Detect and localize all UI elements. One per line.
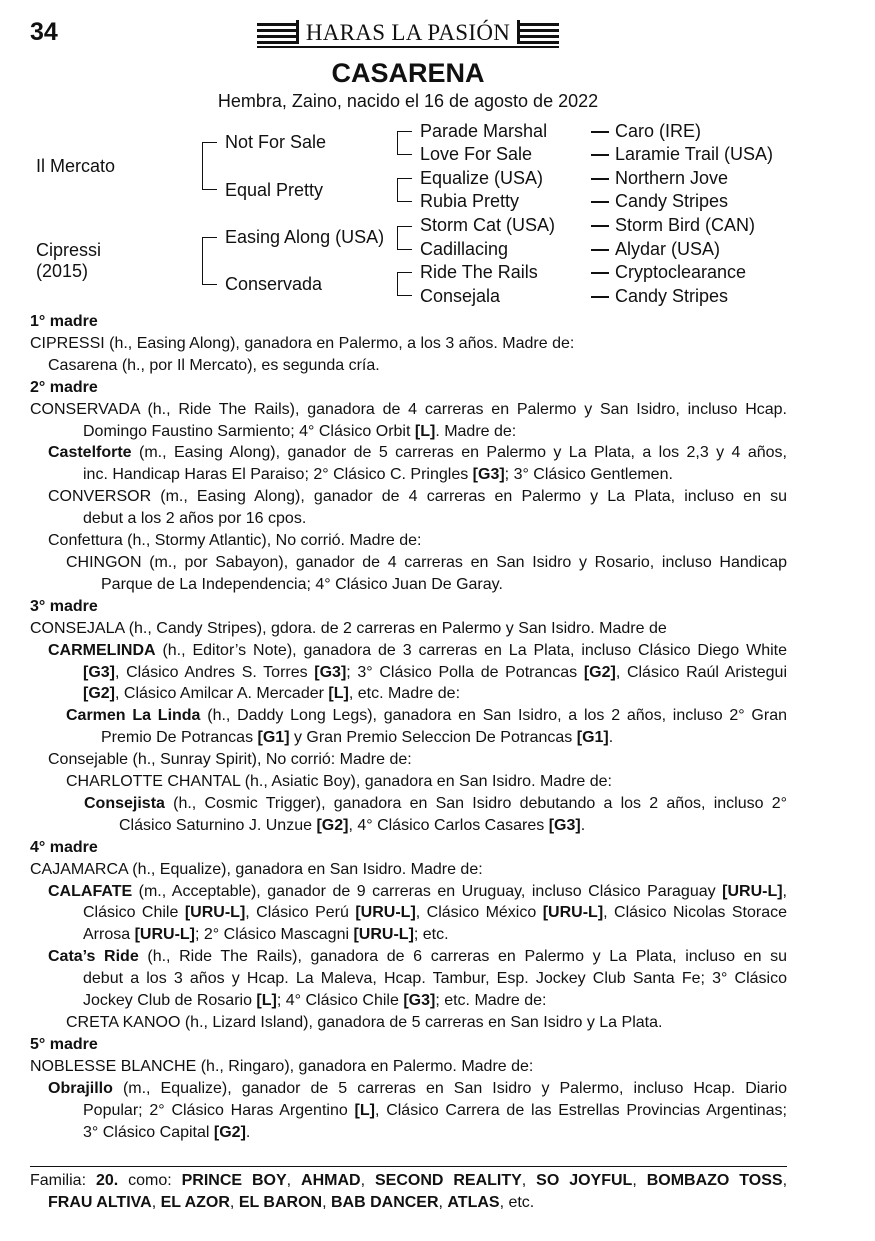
- family-line: FRAU ALTIVA, EL AZOR, EL BARON, BAB DANCER, ATLAS, etc.: [48, 1194, 535, 1211]
- bracket: [397, 178, 412, 202]
- family-line: Familia: 20. como: PRINCE BOY, AHMAD, SECOND REALITY, SO JOYFUL, BOMBAZO TOSS,: [30, 1172, 788, 1189]
- pedigree-gen3: Consejala: [420, 286, 501, 306]
- text-line: inc. Handicap Haras El Paraiso; 2° Clásico C. Pringles [G3]; 3° Clásico Gentlemen.: [83, 466, 673, 484]
- pedigree-sire: Il Mercato: [36, 156, 116, 176]
- text-line: CIPRESSI (h., Easing Along), ganadora en Palermo, a los 3 años. Madre de:: [30, 334, 575, 352]
- section-heading: 3° madre: [30, 597, 98, 615]
- pedigree-gen4: Northern Jove: [615, 168, 729, 188]
- text-line: Confettura (h., Stormy Atlantic), No corrió. Madre de:: [48, 532, 422, 550]
- text-line: Castelforte (m., Easing Along), ganador de 5 carreras en Palermo y La Plata, a los 2,3 y 4 años,: [48, 444, 787, 462]
- female-line-text: [30, 311, 787, 1143]
- bracket: [202, 142, 217, 190]
- pedigree-gen4: Candy Stripes: [615, 286, 729, 306]
- text-line: CAJAMARCA (h., Equalize), ganadora en San Isidro. Madre de:: [30, 860, 483, 878]
- brand-bars-left: [257, 23, 297, 47]
- text-line: Cata’s Ride (h., Ride The Rails), ganadora de 6 carreras en Palermo y La Plata, incluso en su: [48, 948, 788, 966]
- section-heading: 4° madre: [30, 838, 98, 856]
- horse-info: Hembra, Zaino, nacido el 16 de agosto de 2022: [217, 91, 599, 111]
- pedigree-gen3: Storm Cat (USA): [420, 215, 556, 235]
- text-line: Arrosa [URU-L]; 2° Clásico Mascagni [URU-L]; etc.: [83, 926, 449, 944]
- bracket: [397, 272, 412, 296]
- text-line: debut a los 3 años y Hcap. La Maleva, Hcap. Tambur, Esp. Jockey Club Santa Fe; 3° Clásico: [83, 970, 787, 988]
- text-line: CARMELINDA (h., Editor’s Note), ganadora de 3 carreras en La Plata, incluso Clásico Diego White: [48, 641, 787, 659]
- text-line: Consejista (h., Cosmic Trigger), ganadora en San Isidro debutando a los 2 años, incluso 2°: [84, 794, 787, 812]
- text-line: CONSEJALA (h., Candy Stripes), gdora. de 2 carreras en Palermo y San Isidro. Madre de: [30, 619, 667, 637]
- text-line: [G2], Clásico Amilcar A. Mercader [L], etc. Madre de:: [83, 685, 461, 703]
- text-line: Consejable (h., Sunray Spirit), No corrió: Madre de:: [48, 751, 412, 769]
- pedigree-gen4: Caro (IRE): [615, 121, 702, 141]
- horse-name: CASARENA: [331, 58, 485, 88]
- pedigree-gen3: Cadillacing: [420, 239, 509, 259]
- text-line: 3° Clásico Capital [G2].: [83, 1123, 251, 1141]
- text-line: CONVERSOR (m., Easing Along), ganador de 4 carreras en Palermo y La Plata, incluso en su: [48, 488, 787, 506]
- text-line: NOBLESSE BLANCHE (h., Ringaro), ganadora en Palermo. Madre de:: [30, 1057, 534, 1075]
- text-line: Clásico Chile [URU-L], Clásico Perú [URU-L], Clásico México [URU-L], Clásico Nicolas Storace: [83, 904, 788, 922]
- pedigree-dam-year: (2015): [36, 261, 89, 281]
- section-heading: 1° madre: [30, 313, 98, 330]
- text-line: Domingo Faustino Sarmiento; 4° Clásico Orbit [L]. Madre de:: [83, 422, 517, 440]
- pedigree-gen4: Laramie Trail (USA): [615, 144, 774, 164]
- pedigree-gen4: Cryptoclearance: [615, 262, 747, 282]
- section-heading: 5° madre: [30, 1035, 98, 1053]
- pedigree-gen3: Love For Sale: [420, 144, 533, 164]
- text-line: Carmen La Linda (h., Daddy Long Legs), ganadora en San Isidro, a los 2 años, incluso 2° Gran: [66, 707, 788, 725]
- brand-bars-right: [519, 23, 559, 47]
- pedigree-gen2: Not For Sale: [225, 132, 327, 152]
- text-line: CALAFATE (m., Acceptable), ganador de 9 carreras en Uruguay, incluso Clásico Paraguay [URU-L],: [48, 882, 787, 900]
- footer-rule: [30, 1166, 787, 1167]
- text-line: Obrajillo (m., Equalize), ganador de 5 carreras en San Isidro y Palermo, incluso Hcap. Diario: [48, 1079, 787, 1097]
- pedigree-gen4: Candy Stripes: [615, 191, 729, 211]
- text-line: [G3], Clásico Andres S. Torres [G3]; 3° Clásico Polla de Potrancas [G2], Clásico Raúl Aristegui: [83, 663, 787, 681]
- pedigree-gen2: Easing Along (USA): [225, 227, 385, 247]
- pedigree-gen3: Ride The Rails: [420, 262, 538, 282]
- pedigree-gen4: Storm Bird (CAN): [615, 215, 756, 235]
- text-line: CRETA KANOO (h., Lizard Island), ganadora de 5 carreras en San Isidro y La Plata.: [66, 1014, 663, 1031]
- pedigree-gen3: Parade Marshal: [420, 121, 548, 141]
- family-footer: [30, 1170, 787, 1214]
- pedigree-gen3: Rubia Pretty: [420, 191, 520, 211]
- text-line: CHARLOTTE CHANTAL (h., Asiatic Boy), ganadora en San Isidro. Madre de:: [66, 773, 612, 791]
- page-number: 34: [30, 18, 58, 46]
- section-heading: 2° madre: [30, 378, 98, 396]
- brand-name: HARAS LA PASIÓN: [305, 20, 511, 45]
- text-line: Premio De Potrancas [G1] y Gran Premio Seleccion De Potrancas [G1].: [101, 729, 614, 747]
- pedigree-gen3: Equalize (USA): [420, 168, 544, 188]
- text-line: debut a los 2 años por 16 cpos.: [83, 510, 307, 528]
- pedigree-gen4: Alydar (USA): [615, 239, 721, 259]
- pedigree-dam: Cipressi: [36, 240, 102, 260]
- text-line: Casarena (h., por Il Mercato), es segunda cría.: [48, 356, 380, 374]
- pedigree-gen2: Equal Pretty: [225, 180, 324, 200]
- text-line: CHINGON (m., por Sabayon), ganador de 4 carreras en San Isidro y Rosario, incluso Handicap: [66, 553, 787, 571]
- brand-header: [257, 20, 559, 50]
- bracket: [397, 226, 412, 250]
- bracket: [202, 237, 217, 285]
- text-line: Parque de La Independencia; 4° Clásico Juan De Garay.: [101, 575, 503, 593]
- text-line: Clásico Saturnino J. Unzue [G2], 4° Clásico Carlos Casares [G3].: [119, 816, 586, 834]
- pedigree-gen2: Conservada: [225, 274, 323, 294]
- text-line: Popular; 2° Clásico Haras Argentino [L], Clásico Carrera de las Estrellas Provincias Argentinas;: [83, 1101, 788, 1119]
- text-line: CONSERVADA (h., Ride The Rails), ganadora de 4 carreras en Palermo y San Isidro, incluso Hcap.: [30, 400, 787, 418]
- text-line: Jockey Club de Rosario [L]; 4° Clásico Chile [G3]; etc. Madre de:: [83, 992, 547, 1010]
- bracket: [397, 131, 412, 155]
